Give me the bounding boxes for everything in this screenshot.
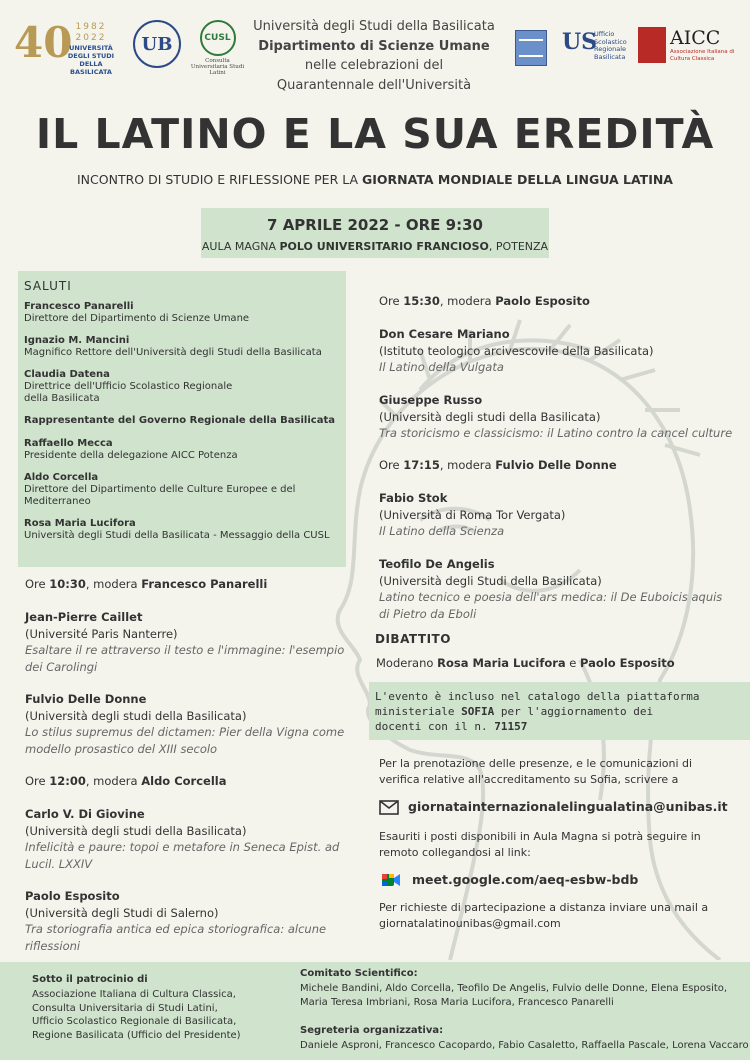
dibattito-heading: DIBATTITO (375, 632, 451, 646)
moderator-b: Paolo Esposito (580, 656, 675, 670)
saluti-item (24, 335, 342, 359)
session-2-header (25, 773, 227, 790)
event-location (201, 240, 549, 253)
saluti-name: Rappresentante del Governo Regionale della Basilicata (24, 415, 335, 426)
saluti-item (24, 369, 342, 405)
page-title: IL LATINO E LA SUA EREDITÀ (35, 110, 715, 158)
saluti-role: Università degli Studi della Basilicata - Messaggio della CUSL (24, 530, 330, 541)
location-post: , POTENZA (488, 240, 549, 253)
moderator-a: Rosa Maria Lucifora (437, 656, 566, 670)
talk-item (379, 556, 744, 622)
talk-title: Latino tecnico e poesia dell'ars medica: il De Euboicis aquis di Pietro da Eboli (379, 590, 723, 621)
speaker-affiliation: (Université Paris Nanterre) (25, 626, 178, 641)
usr-abbr: US (562, 29, 598, 55)
mail-icon (379, 800, 399, 815)
saluti-role: Direttrice dell'Ufficio Scolastico Regionale della Basilicata (24, 381, 233, 404)
saluti-heading: SALUTI (24, 279, 72, 293)
dibattito-moderators (376, 655, 675, 672)
dipartimento-seal-logo (133, 20, 181, 68)
header-university: Università degli Studi della Basilicata (253, 19, 495, 34)
speaker-affiliation: (Università degli studi della Basilicata) (379, 409, 601, 424)
location-pre: AULA MAGNA (201, 240, 280, 253)
saluti-name: Aldo Corcella (24, 472, 99, 483)
session-moderator: Francesco Panarelli (141, 577, 268, 591)
talk-item (25, 691, 355, 757)
speaker-name: Fabio Stok (379, 491, 448, 505)
subtitle-bold: GIORNATA MONDIALE DELLA LINGUA LATINA (362, 172, 673, 187)
speaker-name: Giuseppe Russo (379, 393, 483, 407)
session-time: 15:30 (403, 294, 440, 308)
session-moderator: Fulvio Delle Donne (495, 458, 617, 472)
location-bold: POLO UNIVERSITARIO FRANCIOSO (279, 240, 489, 253)
session-time: 12:00 (49, 774, 86, 788)
header-text (240, 17, 508, 95)
meet-link[interactable]: meet.google.com/aeq-esbw-bdb (412, 872, 639, 887)
talk-title: Tra storiografia antica ed epica storiografica: alcune riflessioni (25, 922, 327, 953)
session-mid: , modera (85, 577, 142, 591)
saluti-role: Magnifico Rettore dell'Università degli Studi della Basilicata (24, 347, 322, 358)
segreteria-list: Daniele Asproni, Francesco Cacopardo, Fabio Casaletto, Raffaella Pascale, Lorena Vaccaro (300, 1040, 749, 1051)
sofia-box (369, 682, 750, 740)
quarantennale-logo (14, 18, 124, 76)
saluti-name: Raffaello Mecca (24, 438, 113, 449)
session-label: Ore (25, 577, 50, 591)
sofia-mid: per l'aggiornamento dei docenti con il n. (375, 705, 654, 733)
saluti-item (24, 472, 342, 508)
speaker-affiliation: (Università degli studi della Basilicata) (25, 823, 247, 838)
email-link[interactable]: giornatainternazionalelingualatina@unibas.it (408, 799, 728, 814)
aicc-abbr: AICC (670, 27, 721, 49)
talk-item (25, 888, 355, 954)
sofia-number: 71157 (494, 720, 528, 733)
speaker-name: Jean-Pierre Caillet (25, 610, 143, 624)
saluti-name: Francesco Panarelli (24, 301, 134, 312)
saluti-role: Direttore del Dipartimento delle Culture Europee e del Mediterraneo (24, 484, 296, 507)
saluti-item (24, 415, 342, 427)
saluti-item (24, 301, 342, 325)
session-label: Ore (379, 294, 404, 308)
usr-text: Ufficio Scolastico Regionale Basilicata (594, 30, 627, 61)
header-department: Dipartimento di Scienze Umane (258, 38, 490, 54)
talk-item (379, 490, 744, 540)
mod-and: e (565, 656, 581, 670)
session-moderator: Aldo Corcella (141, 774, 227, 788)
speaker-affiliation: (Università di Roma Tor Vergata) (379, 507, 566, 522)
session-moderator: Paolo Esposito (495, 294, 590, 308)
session-time: 17:15 (403, 458, 440, 472)
speaker-name: Don Cesare Mariano (379, 327, 510, 341)
segreteria-heading: Segreteria organizzativa: (300, 1025, 444, 1036)
session-mid: , modera (439, 458, 496, 472)
date-box (201, 208, 549, 258)
session-3-header (379, 293, 590, 310)
talk-title: Il Latino della Vulgata (379, 360, 504, 374)
saluti-name: Claudia Datena (24, 369, 110, 380)
saluti-item (24, 518, 342, 542)
mod-pre: Moderano (376, 656, 438, 670)
cusl-caption: Consulta Universitaria Studi Latini (190, 58, 245, 76)
cusl-wreath-icon (200, 20, 236, 56)
talk-item (379, 326, 744, 376)
talk-title: Infelicità e paure: topoi e metafore in Seneca Epist. ad Lucil. LXXIV (25, 840, 340, 871)
talk-item (25, 609, 355, 675)
speaker-affiliation: (Università degli Studi di Salerno) (25, 905, 219, 920)
footer (0, 962, 750, 1060)
esauriti-text: Esauriti i posti disponibili in Aula Magna si potrà seguire in remoto collegandosi al link: (379, 830, 701, 859)
sofia-text (375, 689, 737, 734)
event-date: 7 APRILE 2022 - ORE 9:30 (267, 216, 483, 234)
talk-title: Lo stilus supremus del dictamen: Pier della Vigna come modello prosastico del XIII secolo (25, 725, 345, 756)
speaker-affiliation: (Università degli Studi della Basilicata) (379, 573, 602, 588)
regione-basilicata-flag-logo (515, 30, 547, 66)
speaker-affiliation: (Istituto teologico arcivescovile della Basilicata) (379, 343, 654, 358)
subtitle-pre: INCONTRO DI STUDIO E RIFLESSIONE PER LA (77, 172, 362, 187)
sofia-pre: L'evento è incluso nel catalogo della piattaforma ministeriale (375, 690, 700, 718)
comitato-list: Michele Bandini, Aldo Corcella, Teofilo De Angelis, Fulvio delle Donne, Elena Esposito, Maria Teresa Imbriani, Rosa Maria Lucifora, Francesco Panarelli (300, 983, 728, 1008)
saluti-name: Rosa Maria Lucifora (24, 518, 136, 529)
logo-university-name: UNIVERSITÀ DEGLI STUDI DELLA BASILICATA (67, 44, 115, 76)
patrocinio-heading: Sotto il patrocinio di (32, 974, 148, 985)
session-time: 10:30 (49, 577, 86, 591)
richieste-text: Per richieste di partecipazione a distanza inviare una mail a giornatalatinounibas@gmail.com (379, 901, 709, 930)
seal-ub-text: UB (141, 33, 173, 55)
speaker-name: Fulvio Delle Donne (25, 692, 147, 706)
speaker-affiliation: (Università degli studi della Basilicata) (25, 708, 247, 723)
comitato-heading: Comitato Scientifico: (300, 968, 418, 979)
logo-40-number: 40 (14, 18, 73, 67)
speaker-name: Carlo V. Di Giovine (25, 807, 145, 821)
session-label: Ore (25, 774, 50, 788)
session-mid: , modera (439, 294, 496, 308)
saluti-role: Direttore del Dipartimento di Scienze Umane (24, 313, 250, 324)
speaker-name: Paolo Esposito (25, 889, 120, 903)
session-label: Ore (379, 458, 404, 472)
sofia-platform: SOFIA (461, 705, 495, 718)
talk-title: Tra storicismo e classicismo: il Latino contro la cancel culture (379, 426, 733, 440)
saluti-item (24, 438, 342, 462)
logo-years: 1982 2022 (75, 22, 107, 43)
session-mid: , modera (85, 774, 142, 788)
aicc-emblem-icon (638, 27, 666, 63)
cusl-abbr: CUSL (204, 33, 231, 43)
aicc-text: Associazione Italiana di Cultura Classica (670, 49, 735, 62)
talk-item (379, 392, 744, 442)
talk-title: Esaltare il re attraverso il testo e l'immagine: l'esempio dei Carolingi (25, 643, 345, 674)
header-line3: nelle celebrazioni del (304, 58, 444, 73)
cusl-logo (190, 20, 245, 78)
header-line4: Quarantennale dell'Università (276, 77, 472, 93)
talk-title: Il Latino della Scienza (379, 524, 505, 538)
talk-item (25, 806, 355, 872)
saluti-box (18, 271, 346, 567)
prenotazione-text: Per la prenotazione delle presenze, e le comunicazioni di verifica relative all'accreditamento su Sofia, scrivere a (379, 757, 693, 786)
subtitle (0, 172, 750, 187)
aicc-logo (638, 27, 738, 67)
patrocinio-list: Associazione Italiana di Cultura Classica, Consulta Universitaria di Studi Latini, Ufficio Scolastico Regionale di Basilicata, Regione Basilicata (Ufficio del Presidente) (32, 989, 241, 1041)
google-meet-icon (381, 870, 401, 890)
usr-logo (562, 27, 632, 67)
speaker-name: Teofilo De Angelis (379, 557, 495, 571)
saluti-role: Presidente della delegazione AICC Potenza (24, 450, 238, 461)
session-4-header (379, 457, 617, 474)
session-1-header (25, 576, 267, 593)
saluti-name: Ignazio M. Mancini (24, 335, 130, 346)
